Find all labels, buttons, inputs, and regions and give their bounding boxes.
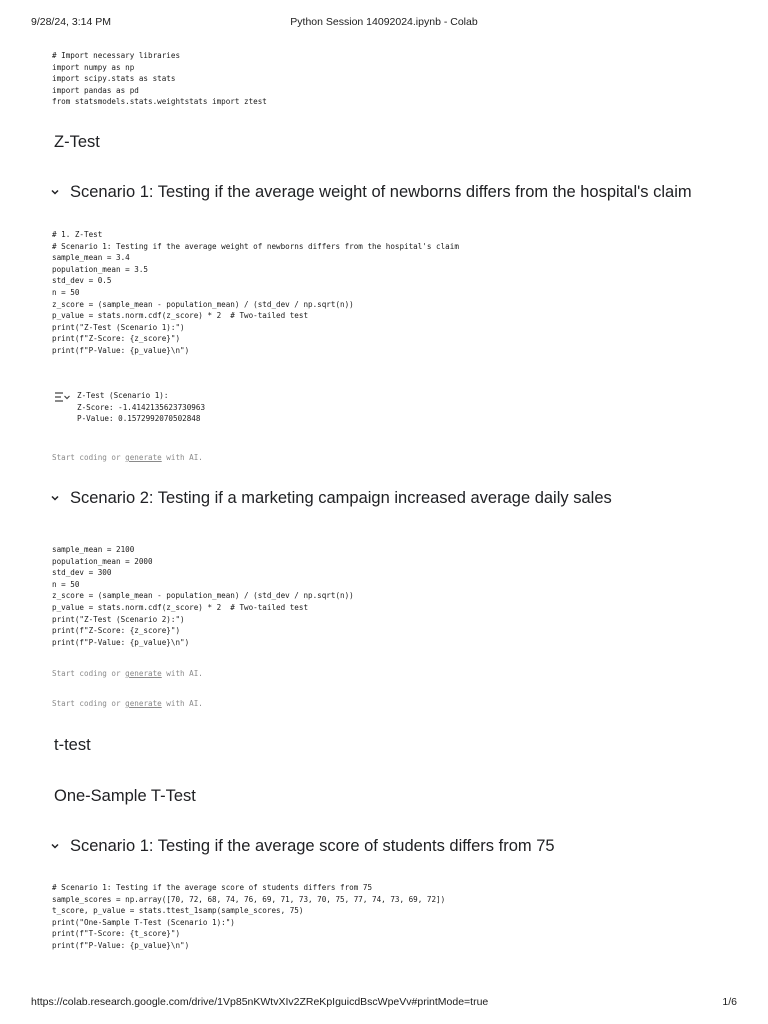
output-line: P-Value: 0.1572992070502848: [77, 414, 201, 424]
output-text: [77, 390, 205, 425]
code-line: t_score, p_value = stats.ttest_1samp(sample_scores, 75): [52, 906, 304, 916]
code-line: sample_mean = 3.4: [52, 253, 130, 263]
section-title: Scenario 2: Testing if a marketing campaign increased average daily sales: [70, 488, 612, 507]
code-line: import pandas as pd: [52, 85, 139, 95]
heading-z-test: Z-Test: [54, 133, 100, 151]
section-header-ztest-scenario-2[interactable]: [48, 486, 612, 510]
generate-link[interactable]: generate: [125, 453, 162, 462]
heading-one-sample-t-test: One-Sample T-Test: [54, 787, 196, 805]
chevron-down-icon[interactable]: [48, 491, 62, 505]
code-cell-ztest-scenario-2[interactable]: [52, 544, 354, 648]
empty-cell-prefix: Start coding or: [52, 699, 126, 708]
code-line: # Scenario 1: Testing if the average weight of newborns differs from the hospital's claim: [52, 241, 459, 251]
section-title: Scenario 1: Testing if the average score of students differs from 75: [70, 836, 555, 855]
code-line: n = 50: [52, 287, 80, 297]
code-line: p_value = stats.norm.cdf(z_score) * 2 # Two-tailed test: [52, 311, 309, 321]
code-line: p_value = stats.norm.cdf(z_score) * 2 # Two-tailed test: [52, 602, 309, 612]
output-line: Z-Test (Scenario 1):: [77, 391, 169, 400]
cell-output-ztest-scenario-1: [53, 390, 205, 425]
code-line: import numpy as np: [52, 62, 135, 72]
code-line: print(f"Z-Score: {z_score}"): [52, 334, 181, 344]
empty-cell-prefix: Start coding or: [52, 453, 126, 462]
print-header: [31, 16, 737, 30]
heading-t-test: t-test: [54, 736, 91, 754]
code-line: print(f"P-Value: {p_value}\n"): [52, 940, 190, 950]
code-line: sample_scores = np.array([70, 72, 68, 74, 76, 69, 71, 73, 70, 75, 77, 74, 73, 69, 72]): [52, 894, 446, 904]
code-line: n = 50: [52, 579, 80, 589]
section-title: Scenario 1: Testing if the average weight of newborns differs from the hospital's claim: [70, 182, 692, 201]
print-footer: [31, 996, 737, 1010]
print-datetime: 9/28/24, 3:14 PM: [31, 16, 111, 28]
empty-code-cell[interactable]: [52, 453, 203, 462]
code-line: print(f"P-Value: {p_value}\n"): [52, 637, 190, 647]
code-line: std_dev = 300: [52, 568, 112, 578]
code-line: # Import necessary libraries: [52, 51, 181, 60]
code-cell-imports[interactable]: [52, 50, 267, 108]
generate-link[interactable]: generate: [125, 699, 162, 708]
output-line: Z-Score: -1.4142135623730963: [77, 402, 206, 412]
code-line: z_score = (sample_mean - population_mean) / (std_dev / np.sqrt(n)): [52, 299, 354, 309]
print-url: https://colab.research.google.com/drive/1Vp85nKWtvXIv2ZReKpIguicdBscWpeVv#printMode=true: [31, 996, 489, 1008]
code-line: print(f"Z-Score: {z_score}"): [52, 626, 181, 636]
generate-link[interactable]: generate: [125, 669, 162, 678]
code-line: sample_mean = 2100: [52, 545, 135, 554]
chevron-down-icon[interactable]: [48, 839, 62, 853]
page-number: 1/6: [722, 996, 737, 1008]
code-line: # Scenario 1: Testing if the average score of students differs from 75: [52, 883, 373, 892]
empty-cell-suffix: with AI.: [161, 669, 203, 678]
section-header-ttest-scenario-1[interactable]: [48, 834, 555, 858]
code-line: from statsmodels.stats.weightstats import ztest: [52, 97, 267, 107]
empty-cell-prefix: Start coding or: [52, 669, 126, 678]
empty-code-cell[interactable]: [52, 699, 203, 708]
code-line: population_mean = 3.5: [52, 264, 149, 274]
notebook-title: Python Session 14092024.ipynb - Colab: [290, 16, 478, 28]
code-line: print(f"T-Score: {t_score}"): [52, 929, 181, 939]
empty-code-cell[interactable]: [52, 669, 203, 678]
code-line: print("One-Sample T-Test (Scenario 1):"): [52, 917, 235, 927]
output-toggle-icon[interactable]: [53, 390, 71, 402]
code-line: import scipy.stats as stats: [52, 74, 176, 84]
code-line: # 1. Z-Test: [52, 230, 103, 239]
code-line: print(f"P-Value: {p_value}\n"): [52, 345, 190, 355]
code-line: population_mean = 2000: [52, 556, 153, 566]
code-cell-ztest-scenario-1[interactable]: [52, 229, 459, 357]
code-line: z_score = (sample_mean - population_mean) / (std_dev / np.sqrt(n)): [52, 591, 354, 601]
empty-cell-suffix: with AI.: [161, 453, 203, 462]
code-cell-ttest-scenario-1[interactable]: [52, 882, 445, 952]
code-line: print("Z-Test (Scenario 2):"): [52, 614, 185, 624]
empty-cell-suffix: with AI.: [161, 699, 203, 708]
code-line: print("Z-Test (Scenario 1):"): [52, 322, 185, 332]
code-line: std_dev = 0.5: [52, 276, 112, 286]
chevron-down-icon[interactable]: [48, 185, 62, 199]
section-header-ztest-scenario-1[interactable]: [48, 180, 692, 204]
